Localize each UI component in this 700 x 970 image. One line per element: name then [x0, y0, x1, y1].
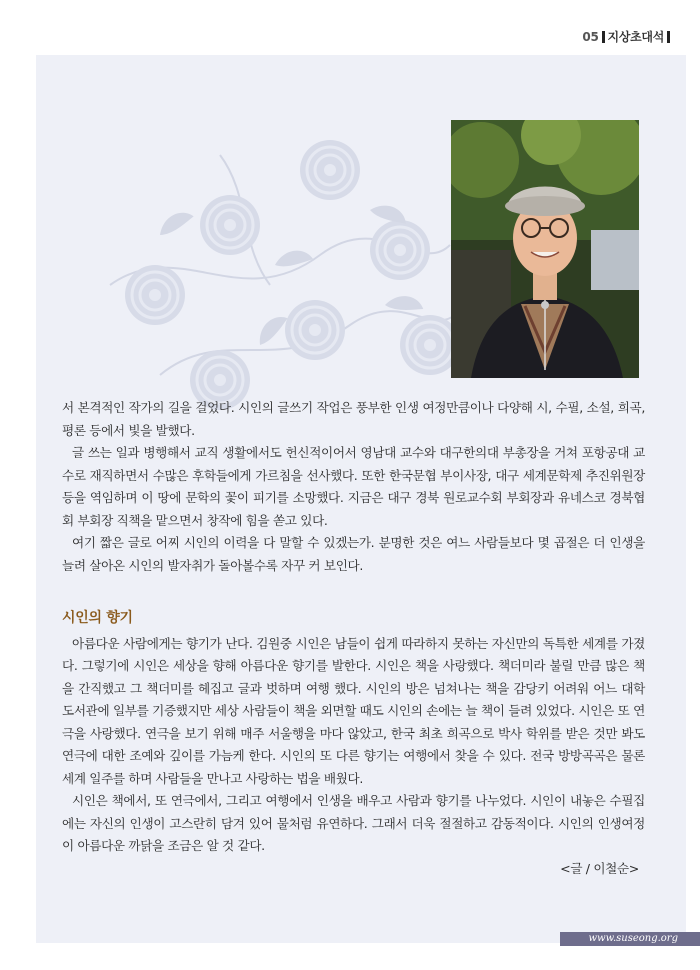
page-header: [582, 28, 670, 45]
paragraph-3: 여기 짧은 글로 어찌 시인의 이력을 다 말할 수 있겠는가. 분명한 것은 여느 사람들보다 몇 곱절은 더 인생을 늘려 살아온 시인의 발자취가 돌아볼수록 자꾸 커 보인다.: [62, 535, 645, 573]
portrait-photo: [451, 120, 639, 378]
section-label: 지상초대석: [607, 30, 664, 44]
paragraph-2: 글 쓰는 일과 병행해서 교직 생활에서도 헌신적이어서 영남대 교수와 대구한의대 부총장을 거쳐 포항공대 교수로 재직하면서 수많은 후학들에게 가르침을 선사했다. 또한 한국문협 부이사장, 대구 세계문학제 추진위원장 등을 역임하며 이 땅에 문학의 꽃이 피기를 소망했다. 지금은 대구 경북 원로교수회 부회장과 유네스코 경북협회 부회장 직책을 맡으면서 창작에 힘을 쏟고 있다.: [62, 445, 645, 528]
article-body: [62, 397, 645, 880]
floral-decoration: [100, 115, 460, 415]
paragraph-1: 서 본격적인 작가의 길을 걸었다. 시인의 글쓰기 작업은 풍부한 인생 여정만큼이나 다양해 시, 수필, 소설, 희곡, 평론 등에서 빛을 발했다.: [62, 400, 645, 438]
footer-url: www.suseong.org: [588, 933, 678, 944]
page-number: 05: [582, 29, 599, 44]
section-paragraph-2: 시인은 책에서, 또 연극에서, 그리고 여행에서 인생을 배우고 사람과 향기를 나누었다. 시인이 내놓은 수필집에는 자신의 인생이 고스란히 담겨 있어 물처럼 유연하다. 그래서 더욱 절절하고 감동적이다. 시인의 인생여정이 아름다운 까닭을 조금은 알 것 같다.: [62, 793, 645, 853]
header-divider: [602, 31, 605, 43]
section-paragraph-1: 아름다운 사람에게는 향기가 난다. 김원중 시인은 남들이 쉽게 따라하지 못하는 자신만의 독특한 세계를 가졌다. 그렇기에 시인은 세상을 향해 아름다운 향기를 발한다. 시인은 책을 사랑했다. 책더미라 불릴 만큼 많은 책을 간직했고 그 책더미를 헤집고 글과 벗하며 여행 했다. 시인의 방은 넘쳐나는 책을 감당키 어려워 어느 대학 도서관에 일부를 기증했지만 세상 사람들이 책을 외면할 때도 시인의 손에는 늘 책이 들려 있었다. 시인은 또 연극을 사랑했다. 연극을 보기 위해 매주 서울행을 마다 않았고, 한국 최초 희곡으로 박사 학위를 받은 것만 봐도 연극에 대한 조예와 깊이를 가늠케 한다. 시인의 또 다른 향기는 여행에서 찾을 수 있다. 전국 방방곡곡은 물론 세계 일주를 하며 사람들을 만나고 사랑하는 법을 배웠다.: [62, 635, 645, 786]
header-divider-end: [667, 31, 670, 43]
author-signature: <글 / 이철순>: [560, 860, 639, 876]
section-heading: 시인의 향기: [62, 610, 133, 626]
